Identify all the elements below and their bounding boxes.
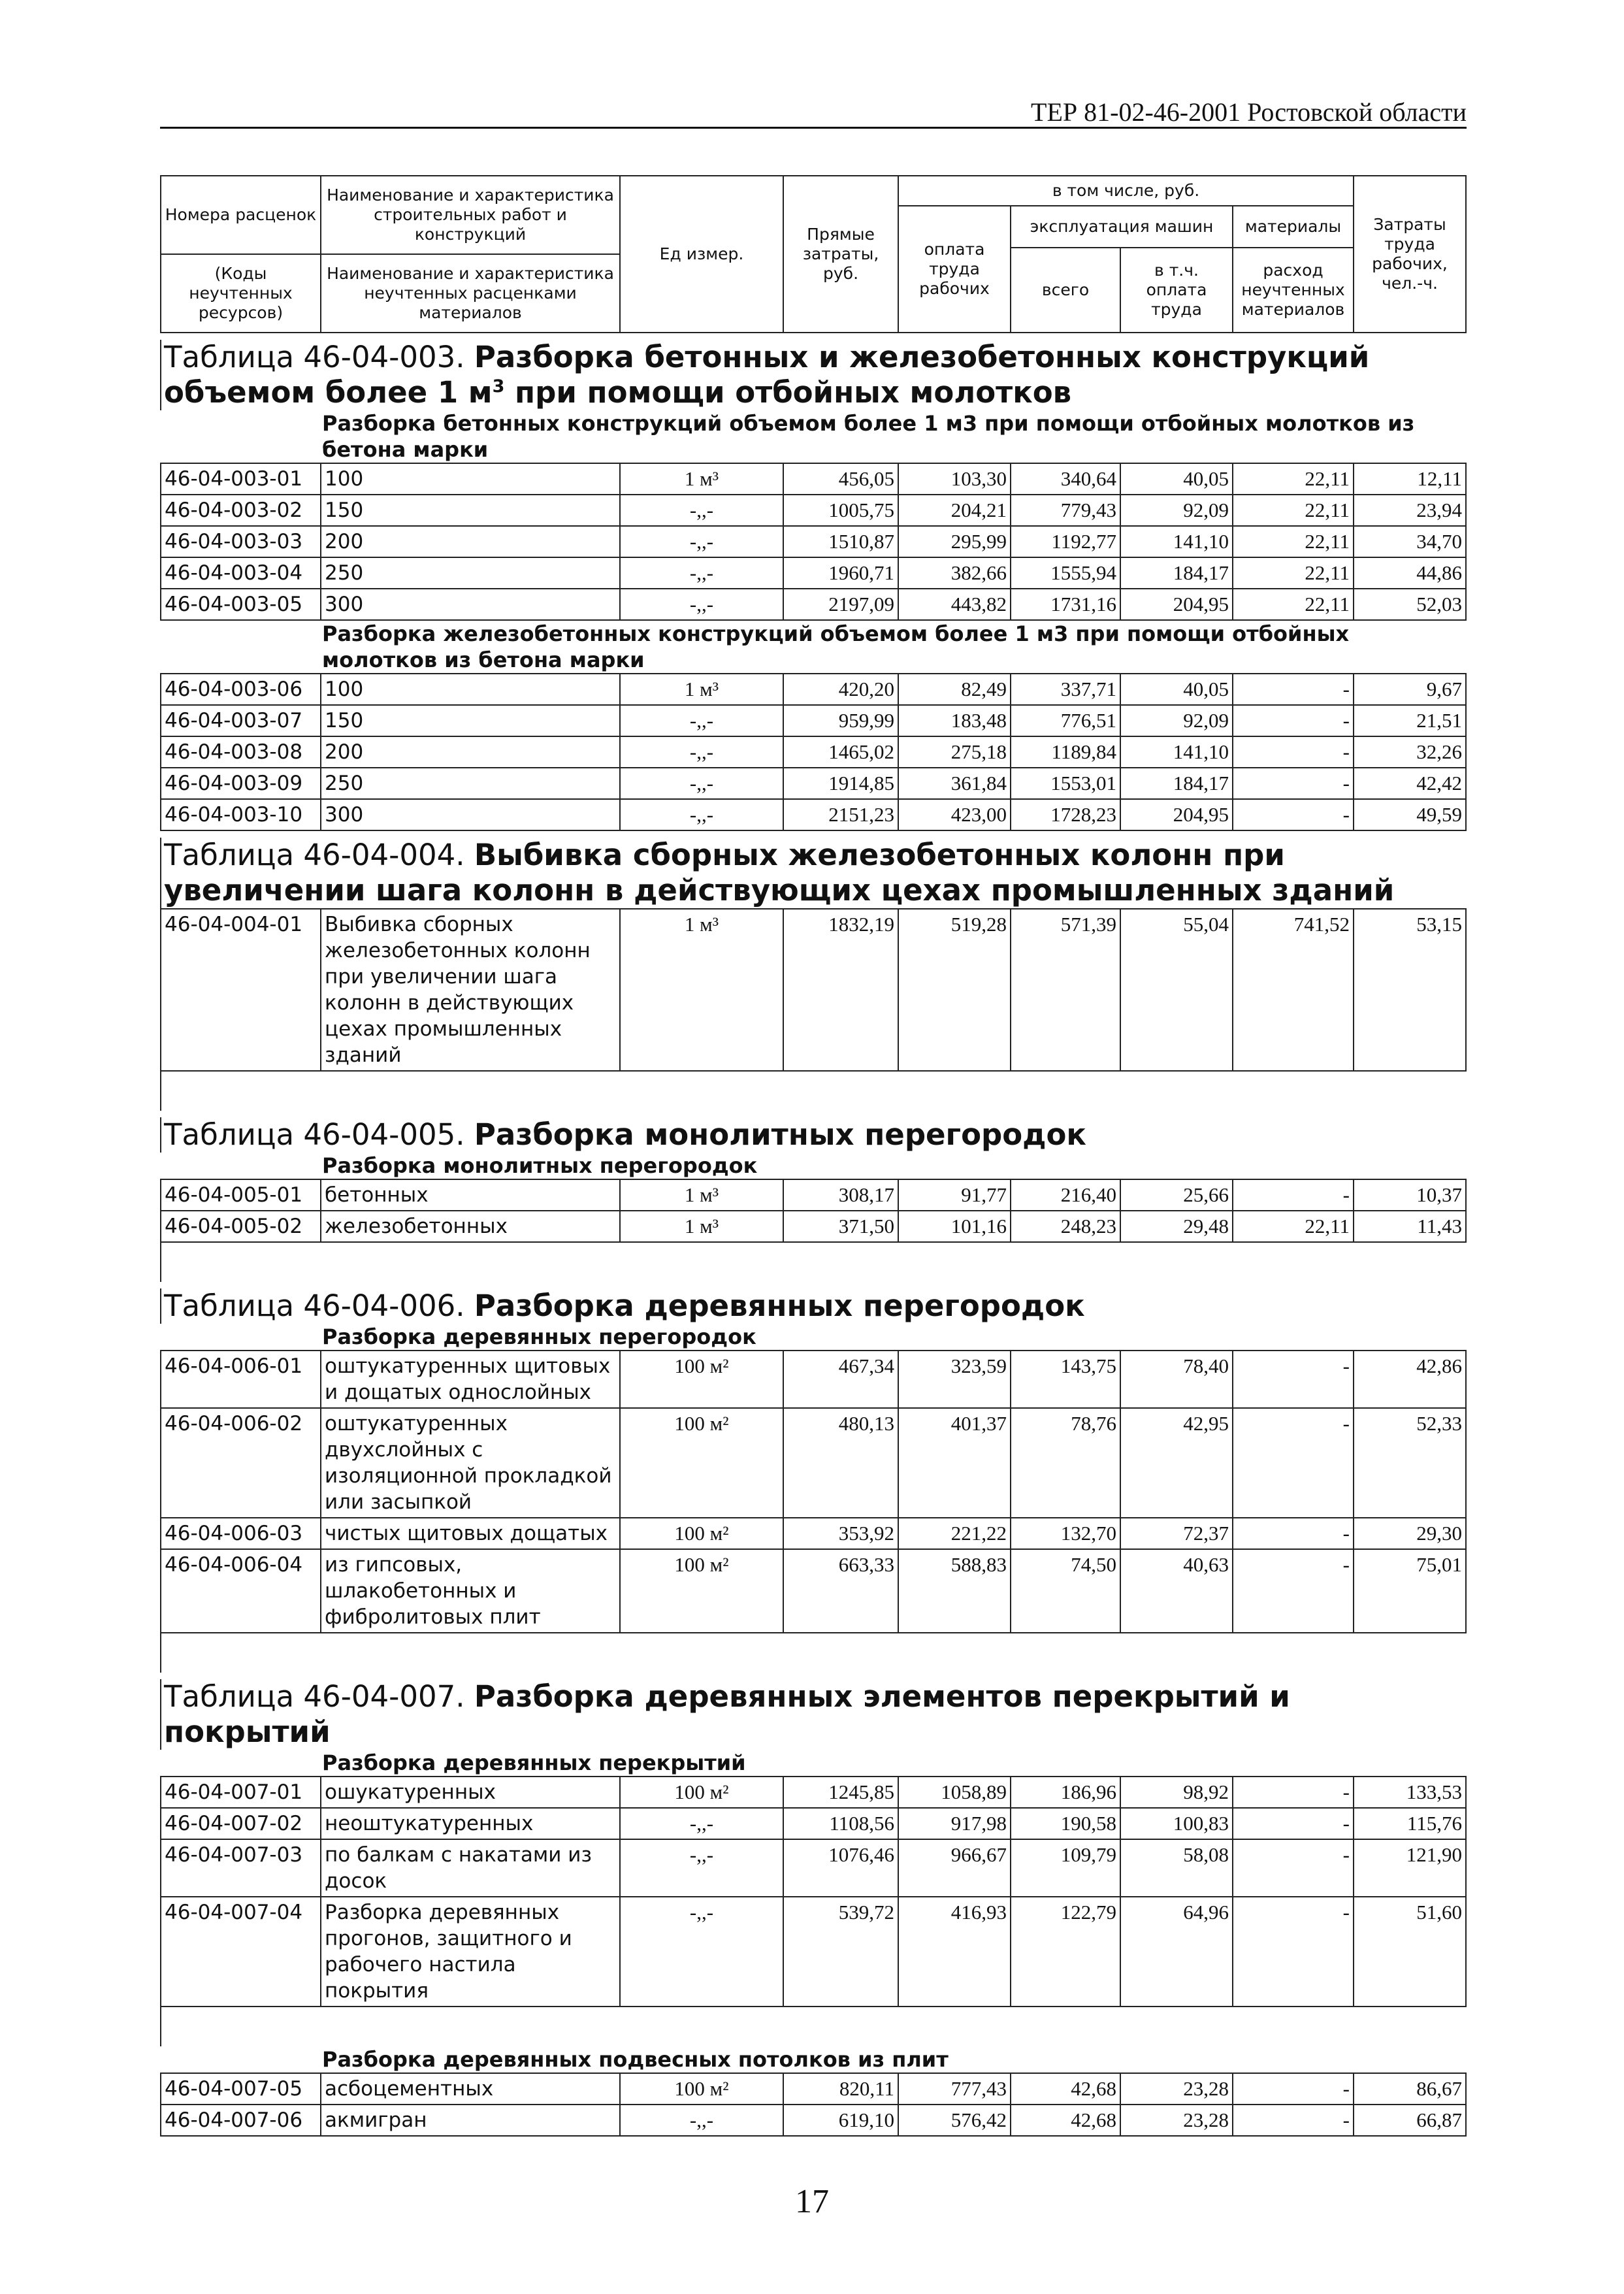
table-title-text: Выбивка сборных железобетонных колонн при увеличении шага колонн в действующих цехах промышленных зданий — [164, 838, 1395, 908]
unit-cell: -,,- — [620, 1839, 783, 1897]
work-name-cell: чистых щитовых дощатых — [321, 1518, 620, 1549]
labor-hours-cell: 32,26 — [1354, 736, 1466, 768]
machines-total-cell: 248,23 — [1011, 1211, 1120, 1242]
direct-costs-cell: 371,50 — [783, 1211, 898, 1242]
table-row — [161, 589, 1466, 620]
direct-costs-cell: 820,11 — [783, 2073, 898, 2105]
labor-hours-cell: 51,60 — [1354, 1897, 1466, 2007]
machines-labor-pay-cell: 23,28 — [1120, 2073, 1233, 2105]
machines-total-cell: 42,68 — [1011, 2105, 1120, 2136]
table-row — [161, 1808, 1466, 1839]
table-row — [161, 557, 1466, 589]
machines-labor-pay-cell: 72,37 — [1120, 1518, 1233, 1549]
materials-cell: - — [1233, 1777, 1354, 1808]
machines-labor-pay-cell: 64,96 — [1120, 1897, 1233, 2007]
rate-code-cell: 46-04-003-03 — [161, 526, 321, 557]
direct-costs-cell: 663,33 — [783, 1549, 898, 1633]
header-machines: эксплуатация машин — [1011, 206, 1233, 248]
table-row — [161, 1549, 1466, 1633]
materials-cell: - — [1233, 768, 1354, 799]
rates-table — [160, 463, 1467, 621]
materials-cell: - — [1233, 1351, 1354, 1408]
header-unit: Ед измер. — [620, 176, 783, 333]
labor-pay-cell: 82,49 — [898, 674, 1011, 705]
materials-cell: 741,52 — [1233, 909, 1354, 1071]
labor-pay-cell: 101,16 — [898, 1211, 1011, 1242]
rate-code-cell: 46-04-003-01 — [161, 463, 321, 495]
machines-labor-pay-cell: 204,95 — [1120, 799, 1233, 830]
machines-total-cell: 122,79 — [1011, 1897, 1120, 2007]
unit-cell: -,,- — [620, 736, 783, 768]
labor-pay-cell: 777,43 — [898, 2073, 1011, 2105]
machines-labor-pay-cell: 40,05 — [1120, 463, 1233, 495]
materials-cell: - — [1233, 1549, 1354, 1633]
direct-costs-cell: 1245,85 — [783, 1777, 898, 1808]
unit-cell: 1 м³ — [620, 1211, 783, 1242]
rate-code-cell: 46-04-006-01 — [161, 1351, 321, 1408]
machines-total-cell: 1555,94 — [1011, 557, 1120, 589]
work-name-cell: 300 — [321, 589, 620, 620]
labor-pay-cell: 323,59 — [898, 1351, 1011, 1408]
table-title-number: Таблица 46-04-003. — [164, 340, 474, 374]
direct-costs-cell: 1832,19 — [783, 909, 898, 1071]
unit-cell: -,,- — [620, 1897, 783, 2007]
rates-table — [160, 1350, 1467, 1633]
rate-code-cell: 46-04-007-06 — [161, 2105, 321, 2136]
direct-costs-cell: 456,05 — [783, 463, 898, 495]
materials-cell: - — [1233, 1518, 1354, 1549]
work-name-cell: оштукатуренных двухслойных с изоляционной прокладкой или засыпкой — [321, 1408, 620, 1518]
work-name-cell: 200 — [321, 736, 620, 768]
table-title — [160, 340, 1465, 410]
labor-pay-cell: 519,28 — [898, 909, 1011, 1071]
labor-hours-cell: 52,03 — [1354, 589, 1466, 620]
table-title-number: Таблица 46-04-004. — [164, 838, 474, 872]
machines-labor-pay-cell: 23,28 — [1120, 2105, 1233, 2136]
table-title — [160, 838, 1465, 908]
table-row — [161, 674, 1466, 705]
header-code-bottom: (Коды неучтенных ресурсов) — [161, 254, 321, 333]
materials-cell: - — [1233, 1408, 1354, 1518]
table-row — [161, 1897, 1466, 2007]
machines-total-cell: 109,79 — [1011, 1839, 1120, 1897]
machines-total-cell: 216,40 — [1011, 1179, 1120, 1211]
labor-hours-cell: 133,53 — [1354, 1777, 1466, 1808]
materials-cell: 22,11 — [1233, 495, 1354, 526]
rate-code-cell: 46-04-003-06 — [161, 674, 321, 705]
direct-costs-cell: 539,72 — [783, 1897, 898, 2007]
materials-cell: - — [1233, 1179, 1354, 1211]
work-name-cell: 100 — [321, 674, 620, 705]
table-row — [161, 2105, 1466, 2136]
labor-hours-cell: 42,86 — [1354, 1351, 1466, 1408]
table-row — [161, 1179, 1466, 1211]
materials-cell: - — [1233, 2073, 1354, 2105]
unit-cell: -,,- — [620, 705, 783, 736]
machines-labor-pay-cell: 42,95 — [1120, 1408, 1233, 1518]
unit-cell: -,,- — [620, 495, 783, 526]
work-name-cell: 250 — [321, 768, 620, 799]
table-row — [161, 768, 1466, 799]
rate-code-cell: 46-04-003-04 — [161, 557, 321, 589]
header-machines-total: всего — [1011, 248, 1120, 333]
table-row — [161, 1408, 1466, 1518]
work-name-cell: Выбивка сборных железобетонных колонн при увеличении шага колонн в действующих цехах промышленных зданий — [321, 909, 620, 1071]
unit-cell: 1 м³ — [620, 1179, 783, 1211]
work-name-cell: ошукатуренных — [321, 1777, 620, 1808]
machines-labor-pay-cell: 184,17 — [1120, 768, 1233, 799]
rates-table — [160, 1776, 1467, 2007]
materials-cell: - — [1233, 674, 1354, 705]
table-row — [161, 495, 1466, 526]
rate-code-cell: 46-04-003-08 — [161, 736, 321, 768]
work-name-cell: асбоцементных — [321, 2073, 620, 2105]
unit-cell: 1 м³ — [620, 463, 783, 495]
table-row — [161, 1351, 1466, 1408]
labor-pay-cell: 416,93 — [898, 1897, 1011, 2007]
materials-cell: - — [1233, 736, 1354, 768]
labor-pay-cell: 91,77 — [898, 1179, 1011, 1211]
column-header-table — [160, 175, 1467, 333]
work-name-cell: неоштукатуренных — [321, 1808, 620, 1839]
table-title — [160, 1117, 1465, 1153]
labor-pay-cell: 917,98 — [898, 1808, 1011, 1839]
machines-total-cell: 143,75 — [1011, 1351, 1120, 1408]
work-name-cell: 100 — [321, 463, 620, 495]
header-machines-labor: в т.ч. оплата труда — [1120, 248, 1233, 333]
table-title-superscript: 3 — [492, 376, 505, 397]
table-title-text: Разборка деревянных элементов перекрытий и покрытий — [164, 1679, 1290, 1749]
labor-hours-cell: 23,94 — [1354, 495, 1466, 526]
work-name-cell: 200 — [321, 526, 620, 557]
labor-pay-cell: 295,99 — [898, 526, 1011, 557]
direct-costs-cell: 308,17 — [783, 1179, 898, 1211]
rate-code-cell: 46-04-003-10 — [161, 799, 321, 830]
rate-code-cell: 46-04-006-03 — [161, 1518, 321, 1549]
machines-labor-pay-cell: 141,10 — [1120, 526, 1233, 557]
table-title-text-end: при помощи отбойных молотков — [504, 375, 1072, 410]
machines-total-cell: 571,39 — [1011, 909, 1120, 1071]
spacer — [160, 1243, 1465, 1282]
rate-code-cell: 46-04-007-02 — [161, 1808, 321, 1839]
direct-costs-cell: 1076,46 — [783, 1839, 898, 1897]
unit-cell: 100 м² — [620, 1777, 783, 1808]
work-name-cell: 250 — [321, 557, 620, 589]
labor-hours-cell: 44,86 — [1354, 557, 1466, 589]
machines-labor-pay-cell: 184,17 — [1120, 557, 1233, 589]
section-subheading: Разборка монолитных перегородок — [322, 1153, 758, 1178]
materials-cell: - — [1233, 1897, 1354, 2007]
direct-costs-cell: 1108,56 — [783, 1808, 898, 1839]
header-including: в том числе, руб. — [898, 176, 1354, 206]
machines-labor-pay-cell: 25,66 — [1120, 1179, 1233, 1211]
labor-pay-cell: 588,83 — [898, 1549, 1011, 1633]
unit-cell: 100 м² — [620, 1518, 783, 1549]
labor-hours-cell: 10,37 — [1354, 1179, 1466, 1211]
machines-total-cell: 1553,01 — [1011, 768, 1120, 799]
labor-hours-cell: 12,11 — [1354, 463, 1466, 495]
direct-costs-cell: 619,10 — [783, 2105, 898, 2136]
rate-code-cell: 46-04-003-02 — [161, 495, 321, 526]
unit-cell: -,,- — [620, 799, 783, 830]
labor-pay-cell: 204,21 — [898, 495, 1011, 526]
machines-total-cell: 779,43 — [1011, 495, 1120, 526]
direct-costs-cell: 1914,85 — [783, 768, 898, 799]
unit-cell: 1 м³ — [620, 674, 783, 705]
header-direct: Прямые затраты, руб. — [783, 176, 898, 333]
machines-total-cell: 1192,77 — [1011, 526, 1120, 557]
work-name-cell: 150 — [321, 705, 620, 736]
direct-costs-cell: 1465,02 — [783, 736, 898, 768]
direct-costs-cell: 1510,87 — [783, 526, 898, 557]
direct-costs-cell: 959,99 — [783, 705, 898, 736]
work-name-cell: по балкам с накатами из досок — [321, 1839, 620, 1897]
header-name-top: Наименование и характеристика строительных работ и конструкций — [321, 176, 620, 254]
work-name-cell: акмигран — [321, 2105, 620, 2136]
rate-code-cell: 46-04-003-07 — [161, 705, 321, 736]
table-row — [161, 1211, 1466, 1242]
section-subheading: Разборка деревянных перекрытий — [322, 1750, 746, 1775]
rates-table — [160, 1179, 1467, 1243]
unit-cell: -,,- — [620, 768, 783, 799]
table-title-number: Таблица 46-04-007. — [164, 1679, 474, 1714]
materials-cell: - — [1233, 705, 1354, 736]
labor-hours-cell: 21,51 — [1354, 705, 1466, 736]
materials-cell: 22,11 — [1233, 589, 1354, 620]
table-row — [161, 1839, 1466, 1897]
unit-cell: 100 м² — [620, 1408, 783, 1518]
header-materials: материалы — [1233, 206, 1354, 248]
machines-total-cell: 776,51 — [1011, 705, 1120, 736]
rate-code-cell: 46-04-005-01 — [161, 1179, 321, 1211]
machines-total-cell: 132,70 — [1011, 1518, 1120, 1549]
labor-hours-cell: 53,15 — [1354, 909, 1466, 1071]
rate-code-cell: 46-04-007-05 — [161, 2073, 321, 2105]
machines-total-cell: 42,68 — [1011, 2073, 1120, 2105]
rate-code-cell: 46-04-003-05 — [161, 589, 321, 620]
labor-hours-cell: 121,90 — [1354, 1839, 1466, 1897]
document-header: ТЕР 81-02-46-2001 Ростовской области — [160, 98, 1467, 129]
labor-pay-cell: 221,22 — [898, 1518, 1011, 1549]
rates-table — [160, 2073, 1467, 2137]
labor-hours-cell: 86,67 — [1354, 2073, 1466, 2105]
table-row — [161, 799, 1466, 830]
machines-labor-pay-cell: 98,92 — [1120, 1777, 1233, 1808]
unit-cell: -,,- — [620, 589, 783, 620]
machines-labor-pay-cell: 58,08 — [1120, 1839, 1233, 1897]
machines-total-cell: 186,96 — [1011, 1777, 1120, 1808]
table-title-number: Таблица 46-04-005. — [164, 1117, 474, 1152]
rate-code-cell: 46-04-003-09 — [161, 768, 321, 799]
table-title-text: Разборка деревянных перегородок — [474, 1288, 1085, 1323]
machines-labor-pay-cell: 92,09 — [1120, 705, 1233, 736]
machines-labor-pay-cell: 55,04 — [1120, 909, 1233, 1071]
labor-hours-cell: 9,67 — [1354, 674, 1466, 705]
direct-costs-cell: 480,13 — [783, 1408, 898, 1518]
machines-labor-pay-cell: 204,95 — [1120, 589, 1233, 620]
work-name-cell: 300 — [321, 799, 620, 830]
rate-code-cell: 46-04-006-02 — [161, 1408, 321, 1518]
machines-total-cell: 340,64 — [1011, 463, 1120, 495]
header-code-top: Номера расценок — [161, 176, 321, 254]
direct-costs-cell: 353,92 — [783, 1518, 898, 1549]
rate-code-cell: 46-04-005-02 — [161, 1211, 321, 1242]
header-labor-cost: Затраты труда рабочих, чел.-ч. — [1354, 176, 1466, 333]
table-row — [161, 705, 1466, 736]
labor-hours-cell: 34,70 — [1354, 526, 1466, 557]
direct-costs-cell: 467,34 — [783, 1351, 898, 1408]
labor-pay-cell: 382,66 — [898, 557, 1011, 589]
direct-costs-cell: 420,20 — [783, 674, 898, 705]
labor-pay-cell: 401,37 — [898, 1408, 1011, 1518]
rate-code-cell: 46-04-007-04 — [161, 1897, 321, 2007]
materials-cell: - — [1233, 1808, 1354, 1839]
labor-hours-cell: 115,76 — [1354, 1808, 1466, 1839]
work-name-cell: Разборка деревянных прогонов, защитного и рабочего настила покрытия — [321, 1897, 620, 2007]
direct-costs-cell: 1005,75 — [783, 495, 898, 526]
rates-table — [160, 908, 1467, 1072]
labor-pay-cell: 443,82 — [898, 589, 1011, 620]
materials-cell: - — [1233, 2105, 1354, 2136]
rate-code-cell: 46-04-007-03 — [161, 1839, 321, 1897]
work-name-cell: 150 — [321, 495, 620, 526]
unit-cell: -,,- — [620, 2105, 783, 2136]
rate-code-cell: 46-04-006-04 — [161, 1549, 321, 1633]
machines-labor-pay-cell: 40,05 — [1120, 674, 1233, 705]
work-name-cell: оштукатуренных щитовых и дощатых однослойных — [321, 1351, 620, 1408]
machines-total-cell: 1728,23 — [1011, 799, 1120, 830]
table-title-text: Разборка монолитных перегородок — [474, 1117, 1086, 1152]
machines-labor-pay-cell: 78,40 — [1120, 1351, 1233, 1408]
header-name-bottom: Наименование и характеристика неучтенных расценками материалов — [321, 254, 620, 333]
unit-cell: 100 м² — [620, 2073, 783, 2105]
machines-total-cell: 1731,16 — [1011, 589, 1120, 620]
labor-hours-cell: 66,87 — [1354, 2105, 1466, 2136]
section-subheading: Разборка деревянных перегородок — [322, 1324, 756, 1349]
direct-costs-cell: 2197,09 — [783, 589, 898, 620]
unit-cell: -,,- — [620, 1808, 783, 1839]
unit-cell: -,,- — [620, 526, 783, 557]
page-number: 17 — [795, 2183, 829, 2220]
machines-total-cell: 337,71 — [1011, 674, 1120, 705]
materials-cell: 22,11 — [1233, 557, 1354, 589]
labor-pay-cell: 576,42 — [898, 2105, 1011, 2136]
labor-hours-cell: 11,43 — [1354, 1211, 1466, 1242]
labor-pay-cell: 966,67 — [898, 1839, 1011, 1897]
labor-hours-cell: 75,01 — [1354, 1549, 1466, 1633]
materials-cell: 22,11 — [1233, 463, 1354, 495]
table-row — [161, 1777, 1466, 1808]
machines-total-cell: 78,76 — [1011, 1408, 1120, 1518]
section-subheading: Разборка деревянных подвесных потолков из плит — [322, 2047, 949, 2072]
unit-cell: 100 м² — [620, 1351, 783, 1408]
labor-pay-cell: 1058,89 — [898, 1777, 1011, 1808]
table-title-text: Разборка бетонных и железобетонных конструкций объемом более 1 $м^3$ — [164, 340, 1370, 410]
unit-cell: -,,- — [620, 557, 783, 589]
table-row — [161, 2073, 1466, 2105]
labor-pay-cell: 275,18 — [898, 736, 1011, 768]
rates-table — [160, 673, 1467, 831]
labor-hours-cell: 49,59 — [1354, 799, 1466, 830]
direct-costs-cell: 2151,23 — [783, 799, 898, 830]
table-row — [161, 526, 1466, 557]
table-title — [160, 1679, 1465, 1750]
table-title-number: Таблица 46-04-006. — [164, 1288, 474, 1323]
section-subheading: Разборка железобетонных конструкций объемом более 1 м3 при помощи отбойных молотков из бетона марки — [322, 621, 1350, 672]
machines-labor-pay-cell: 141,10 — [1120, 736, 1233, 768]
work-name-cell: бетонных — [321, 1179, 620, 1211]
section-subheading: Разборка бетонных конструкций объемом более 1 м3 при помощи отбойных молотков из бетона марки — [322, 411, 1415, 462]
materials-cell: 22,11 — [1233, 526, 1354, 557]
labor-hours-cell: 42,42 — [1354, 768, 1466, 799]
materials-cell: - — [1233, 1839, 1354, 1897]
machines-labor-pay-cell: 100,83 — [1120, 1808, 1233, 1839]
rate-code-cell: 46-04-004-01 — [161, 909, 321, 1071]
unit-cell: 100 м² — [620, 1549, 783, 1633]
document-body — [160, 333, 1465, 2137]
table-row — [161, 1518, 1466, 1549]
materials-cell: - — [1233, 799, 1354, 830]
table-title — [160, 1288, 1465, 1324]
machines-labor-pay-cell: 92,09 — [1120, 495, 1233, 526]
machines-total-cell: 190,58 — [1011, 1808, 1120, 1839]
unit-cell: 1 м³ — [620, 909, 783, 1071]
direct-costs-cell: 1960,71 — [783, 557, 898, 589]
materials-cell: 22,11 — [1233, 1211, 1354, 1242]
rate-code-cell: 46-04-007-01 — [161, 1777, 321, 1808]
machines-labor-pay-cell: 40,63 — [1120, 1549, 1233, 1633]
labor-pay-cell: 103,30 — [898, 463, 1011, 495]
table-row — [161, 909, 1466, 1071]
table-row — [161, 463, 1466, 495]
table-row — [161, 736, 1466, 768]
machines-total-cell: 1189,84 — [1011, 736, 1120, 768]
labor-hours-cell: 29,30 — [1354, 1518, 1466, 1549]
labor-pay-cell: 423,00 — [898, 799, 1011, 830]
spacer — [160, 2007, 1465, 2046]
spacer — [160, 1072, 1465, 1111]
labor-pay-cell: 361,84 — [898, 768, 1011, 799]
work-name-cell: железобетонных — [321, 1211, 620, 1242]
machines-total-cell: 74,50 — [1011, 1549, 1120, 1633]
work-name-cell: из гипсовых, шлакобетонных и фибролитовых плит — [321, 1549, 620, 1633]
header-materials-unaccounted: расход неучтенных материалов — [1233, 248, 1354, 333]
labor-pay-cell: 183,48 — [898, 705, 1011, 736]
spacer — [160, 1633, 1465, 1673]
labor-hours-cell: 52,33 — [1354, 1408, 1466, 1518]
header-labor-pay: оплата труда рабочих — [898, 206, 1011, 333]
machines-labor-pay-cell: 29,48 — [1120, 1211, 1233, 1242]
